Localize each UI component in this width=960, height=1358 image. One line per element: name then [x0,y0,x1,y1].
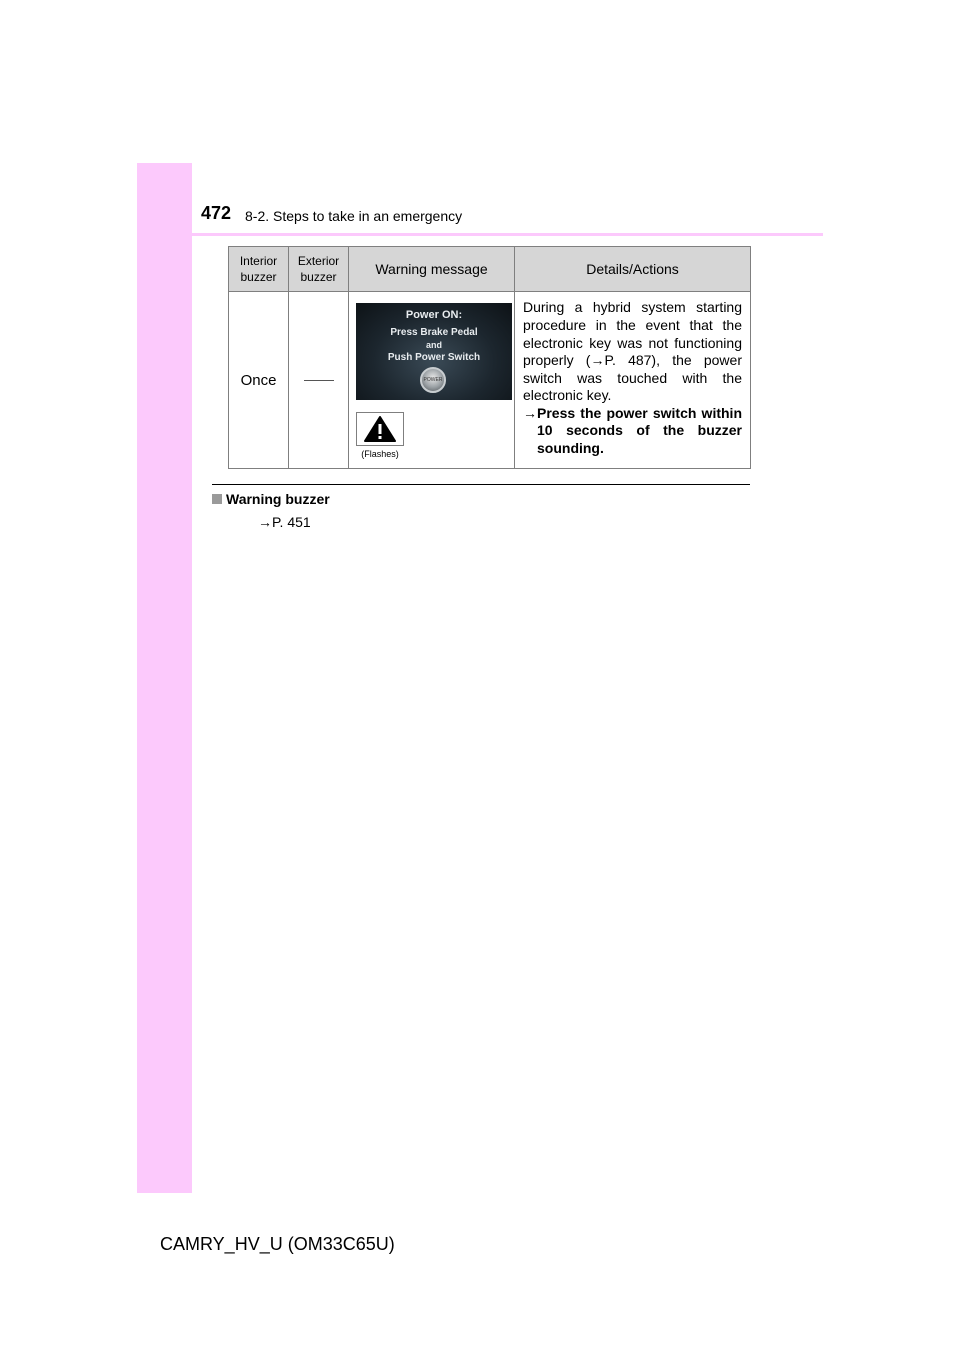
cell-warning-message [349,292,515,469]
details-text: During a hybrid system starting procedure in the event that the electronic key was not functioning properly (→P. 487), the power switch was touched with the electronic key. [523,299,742,404]
page-number: 472 [201,203,232,223]
warning-indicator-box [356,412,404,446]
table-row [229,292,751,469]
warning-table [228,246,751,469]
section-divider [212,484,750,485]
cell-exterior-buzzer [289,292,349,469]
col-interior-buzzer: Interior buzzer [229,247,289,292]
footer-code: CAMRY_HV_U (OM33C65U) [160,1234,395,1254]
action-item [523,405,742,458]
section-title: 8-2. Steps to take in an emergency [245,208,463,224]
power-button-icon [420,367,446,393]
square-bullet-icon [212,494,222,504]
arrow-icon: → [523,404,537,421]
table-header-row [229,247,751,292]
flashes-note: (Flashes) [361,449,399,459]
page-reference: →P. 451 [258,514,311,530]
warning-triangle-icon [363,415,397,443]
dash-none [304,380,334,381]
screen-line-2: Press Brake Pedal [390,327,478,338]
side-band [137,163,192,1193]
display-screen [356,303,512,400]
screen-line-1: Power ON: [405,309,463,321]
warning-buzzer-title: Warning buzzer [226,491,330,507]
col-exterior-buzzer: Exterior buzzer [289,247,349,292]
power-button-label: POWER [423,377,443,383]
cell-details-actions [515,292,751,469]
col-warning-message: Warning message [349,247,515,292]
col-details-actions: Details/Actions [515,247,751,292]
header-rule [137,233,823,236]
warning-buzzer-heading [212,491,330,507]
screen-line-3: and [425,340,442,350]
screen-line-4: Push Power Switch [387,352,481,363]
action-text: Press the power switch within 10 seconds of the buzzer sounding. [537,404,742,457]
cell-interior-buzzer: Once [229,292,289,469]
